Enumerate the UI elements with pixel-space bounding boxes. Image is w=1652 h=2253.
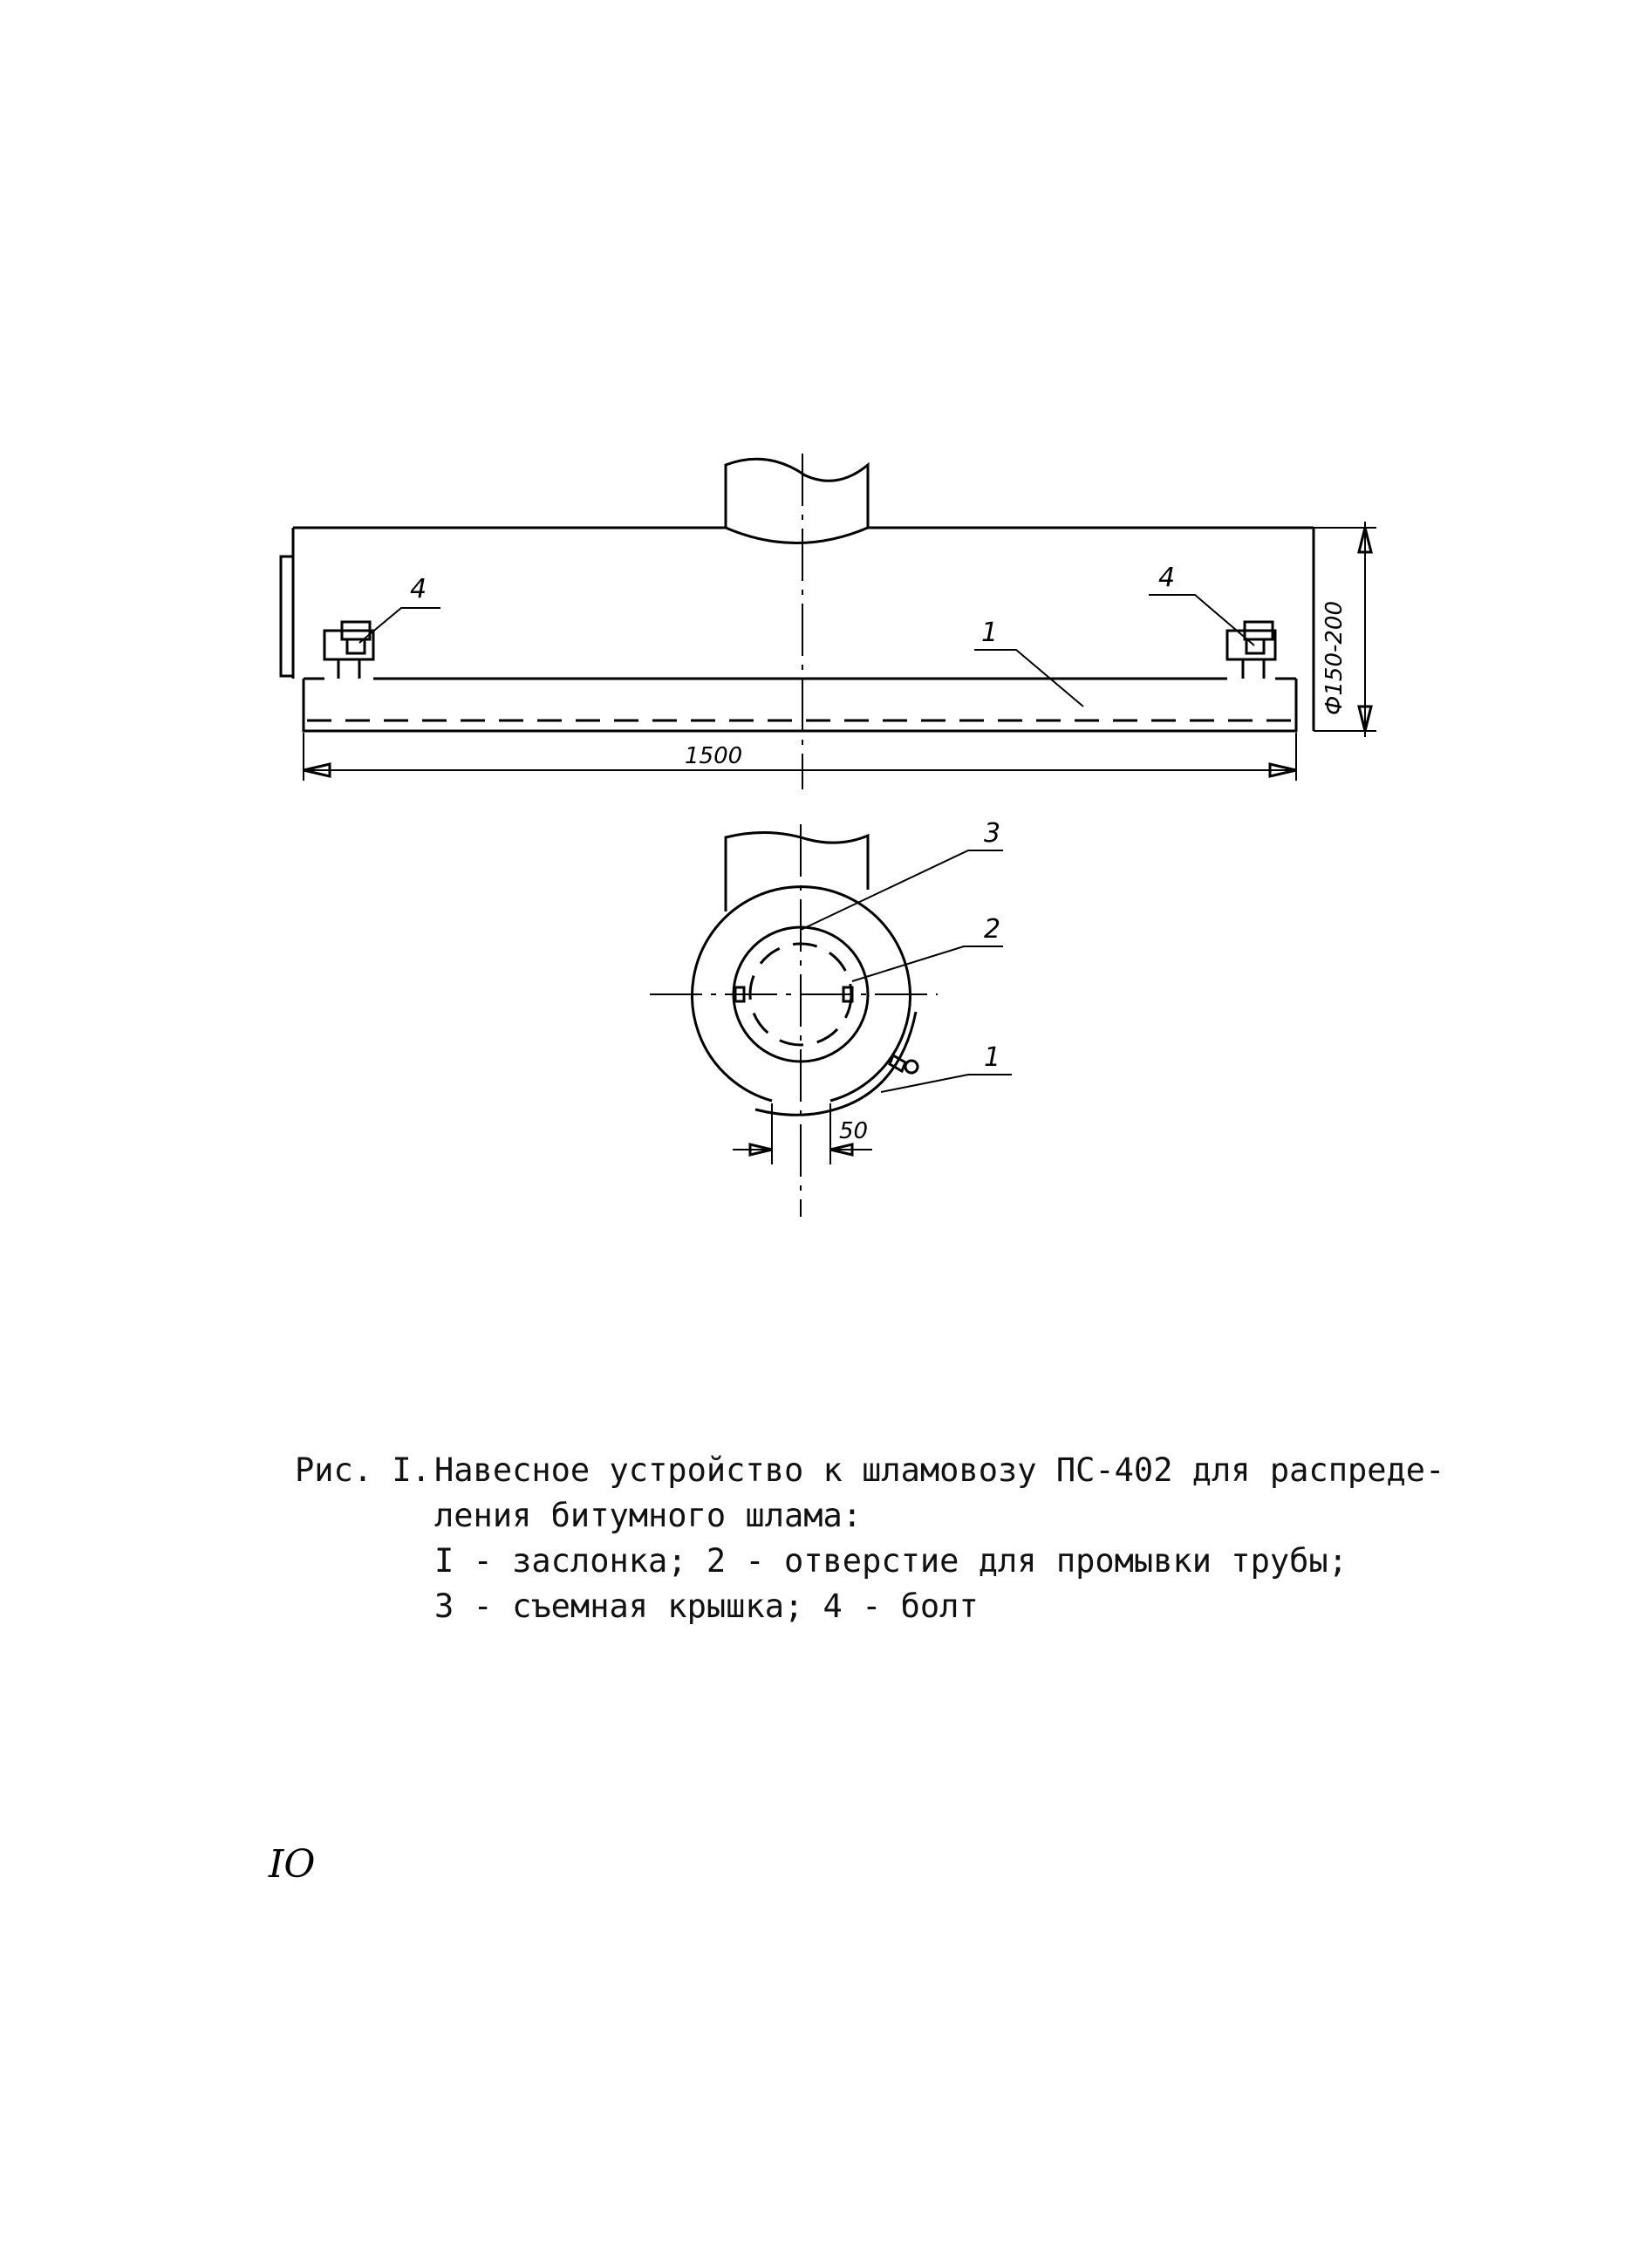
callout-1-top: 1 — [981, 618, 999, 648]
inlet-pipe — [726, 459, 868, 528]
bolt-right — [1227, 622, 1275, 679]
caption-line-4: 3 - съемная крышка; 4 - болт — [434, 1587, 979, 1625]
shutter-plate — [304, 679, 1296, 731]
side-view — [281, 454, 1376, 789]
caption-line-2: ления битумного шлама: — [434, 1497, 863, 1534]
callout-1-bottom: 1 — [984, 1042, 1001, 1073]
page-number: IO — [269, 1842, 316, 1887]
callout-4-right: 4 — [1158, 563, 1176, 593]
dimension-diameter: Ф150-200 — [1321, 600, 1348, 715]
bolt-left — [324, 622, 373, 679]
inlet-pipe-saddle — [726, 528, 868, 543]
caption-prefix: Рис. I. — [295, 1451, 431, 1489]
dimension-length: 1500 — [685, 743, 743, 769]
figure-caption — [295, 1448, 1445, 1629]
callout-4-left: 4 — [410, 574, 427, 604]
callout-2: 2 — [984, 914, 1001, 945]
left-end-flange — [281, 556, 293, 676]
callout-3: 3 — [984, 818, 1001, 849]
caption-line-1: Навесное устройство к шламовозу ПС-402 для распреде- — [434, 1451, 1445, 1489]
caption-line-3: I - заслонка; 2 - отверстие для промывки трубы; — [434, 1542, 1348, 1580]
dimension-gap: 50 — [839, 1118, 869, 1144]
end-view — [650, 818, 1012, 1217]
